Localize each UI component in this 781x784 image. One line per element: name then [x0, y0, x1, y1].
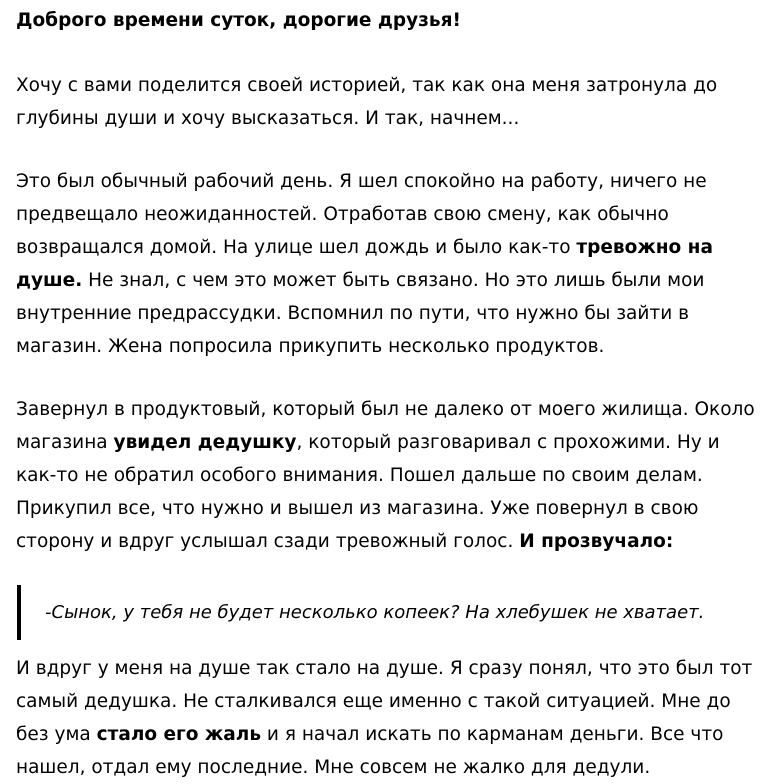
workday-text-end: Не знал, с чем это может быть связано. Но это лишь были мои внутренние предрассудки. Вспомнил по пути, что нужно бы зайти в магазин. Жена попросила прикупить несколько продуктов. [16, 270, 705, 357]
ending-bold-phrase: стало его жаль [96, 724, 262, 745]
workday-bold-phrase: тревожно на душе. [16, 237, 713, 291]
quote-text: -Сынок, у тебя не будет несколько копеек? На хлебушек не хватает. [45, 602, 705, 623]
store-paragraph [16, 393, 763, 558]
quote-block [17, 585, 763, 640]
workday-paragraph [16, 165, 763, 363]
store-text-middle: , который разговаривал с прохожими. Ну и как-то не обратил особого внимания. Пошел дальше по своим делам. Прикупил все, что нужно и вышел из магазина. Уже повернул в свою сторону и вдруг услышал сзади тревожный голос. [16, 432, 720, 552]
intro-paragraph: Хочу с вами поделится своей историей, так как она меня затронула до глубины души и хочу высказаться. И так, начнем... [16, 75, 718, 129]
greeting-heading: Доброго времени суток, дорогие друзья! [16, 10, 461, 31]
store-text-start: Завернул в продуктовый, который был не далеко от моего жилища. Около магазина [16, 399, 755, 453]
workday-text-start: Это был обычный рабочий день. Я шел спокойно на работу, ничего не предвещало неожиданностей. Отработав свою смену, как обычно возвращался домой. На улице шел дождь и было как-то [16, 171, 707, 258]
store-bold-phrase-grandpa: увидел дедушку [113, 432, 297, 453]
ending-paragraph [16, 652, 763, 784]
ending-text-start: И вдруг у меня на душе так стало на душе. Я сразу понял, что это был тот самый дедушка. Не сталкивался еще именно с такой ситуацией. Мне до без ума [16, 658, 753, 745]
store-bold-phrase-sounded: И прозвучало: [519, 531, 674, 552]
ending-text-end: и я начал искать по карманам деньги. Все что нашел, отдал ему последние. Мне совсем не жалко для дедули. [16, 724, 724, 778]
